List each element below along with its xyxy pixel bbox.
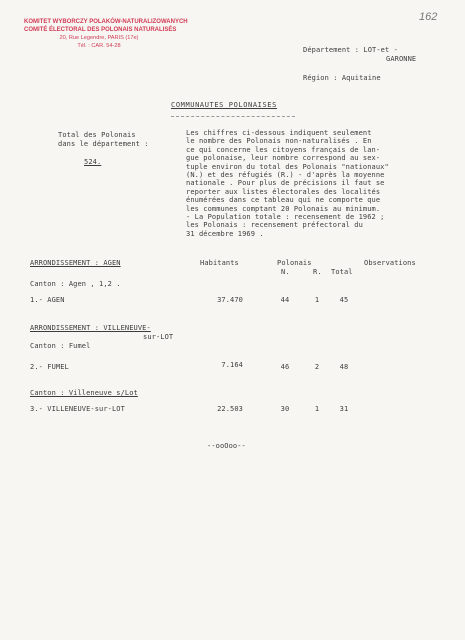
arrondissement-agen-header: ARRONDISSEMENT : AGEN — [30, 259, 121, 267]
row-2-total: 48 — [339, 363, 349, 371]
row-1-habitants: 37.470 — [217, 296, 243, 304]
total-label-line-2: dans le département : — [58, 140, 149, 148]
row-1-total: 45 — [339, 296, 349, 304]
committee-stamp — [24, 18, 188, 50]
canton-villeneuve: Canton : Villeneuve s/Lot — [30, 389, 138, 397]
title-divider — [171, 116, 295, 117]
intro-paragraph-line: nationale . Pour plus de précisions il faut se — [186, 179, 385, 188]
arrondissement-villeneuve-continuation: sur-LOT — [143, 333, 174, 341]
row-3-total: 31 — [339, 405, 349, 413]
page-number: 162 — [419, 11, 438, 23]
stamp-line-2: COMITÉ ÉLECTORAL DES POLONAIS NATURALISÉS — [24, 27, 177, 33]
row-2-habitants: 7.164 — [221, 361, 243, 369]
intro-paragraph — [186, 129, 389, 238]
intro-paragraph-line: ce qui concerne les citoyens français de lan- — [186, 145, 381, 154]
page-title: COMMUNAUTES POLONAISES — [171, 101, 277, 109]
stamp-phone: Tél. : CAR. 54-28 — [77, 43, 121, 49]
row-1-n: 44 — [280, 296, 290, 304]
row-3-label: 3.- VILLENEUVE-sur-LOT — [30, 405, 125, 413]
total-label-line-1: Total des Polonais — [58, 131, 136, 139]
row-2-label: 2.- FUMEL — [30, 363, 69, 371]
r-header: R. — [313, 268, 322, 276]
arrondissement-villeneuve-header: ARRONDISSEMENT : VILLENEUVE- — [30, 324, 151, 332]
row-1-label: 1.- AGEN — [30, 296, 65, 304]
intro-paragraph-line: Les chiffres ci-dessous indiquent seulement — [186, 129, 372, 137]
stamp-address: 20, Rue Legendre, PARIS (17e) — [59, 35, 139, 41]
intro-paragraph-line: reporter aux listes électorales des localités — [186, 187, 381, 196]
row-2-r: 2 — [314, 363, 320, 371]
departement-label: Département : LOT-et - — [303, 46, 398, 54]
intro-paragraph-line: les Polonais : recensement préfectoral du — [186, 221, 363, 230]
intro-paragraph-line: (N.) et des réfugiés (R.) - d'après la moyenne — [186, 171, 385, 180]
intro-paragraph-line: énumérées dans ce tableau qui ne comporte que — [186, 196, 381, 205]
intro-paragraph-line: le nombre des Polonais non-naturalisés . En — [186, 137, 372, 146]
row-3-habitants: 22.503 — [217, 405, 243, 413]
row-1-r: 1 — [314, 296, 320, 304]
end-mark: --ooOoo-- — [207, 442, 246, 450]
polonais-header: Polonais — [277, 259, 312, 267]
total-value: 524. — [84, 158, 102, 166]
intro-paragraph-line: tuple environ du total des Polonais "nationaux" — [186, 162, 389, 171]
observations-header: Observations — [364, 259, 416, 267]
habitants-header: Habitants — [200, 259, 239, 267]
row-3-n: 30 — [280, 405, 290, 413]
stamp-line-1: KOMITET WYBORCZY POLAKÓW-NATURALIZOWANYCH — [24, 19, 188, 25]
intro-paragraph-line: - La Population totale : recensement de 1962 ; — [186, 213, 385, 222]
intro-paragraph-line: 31 décembre 1969 . — [186, 229, 264, 238]
total-header: Total — [331, 268, 353, 276]
n-header: N. — [281, 268, 290, 276]
canton-agen: Canton : Agen , 1,2 . — [30, 280, 121, 288]
row-2-n: 46 — [280, 363, 290, 371]
row-3-r: 1 — [314, 405, 320, 413]
departement-continuation: GARONNE — [386, 55, 417, 63]
intro-paragraph-line: les communes comptant 20 Polonais au minimum. — [186, 204, 381, 213]
region-label: Région : Aquitaine — [303, 74, 381, 82]
canton-fumel: Canton : Fumel — [30, 342, 91, 350]
intro-paragraph-line: gue polonaise, leur nombre correspond au sex- — [186, 154, 381, 163]
